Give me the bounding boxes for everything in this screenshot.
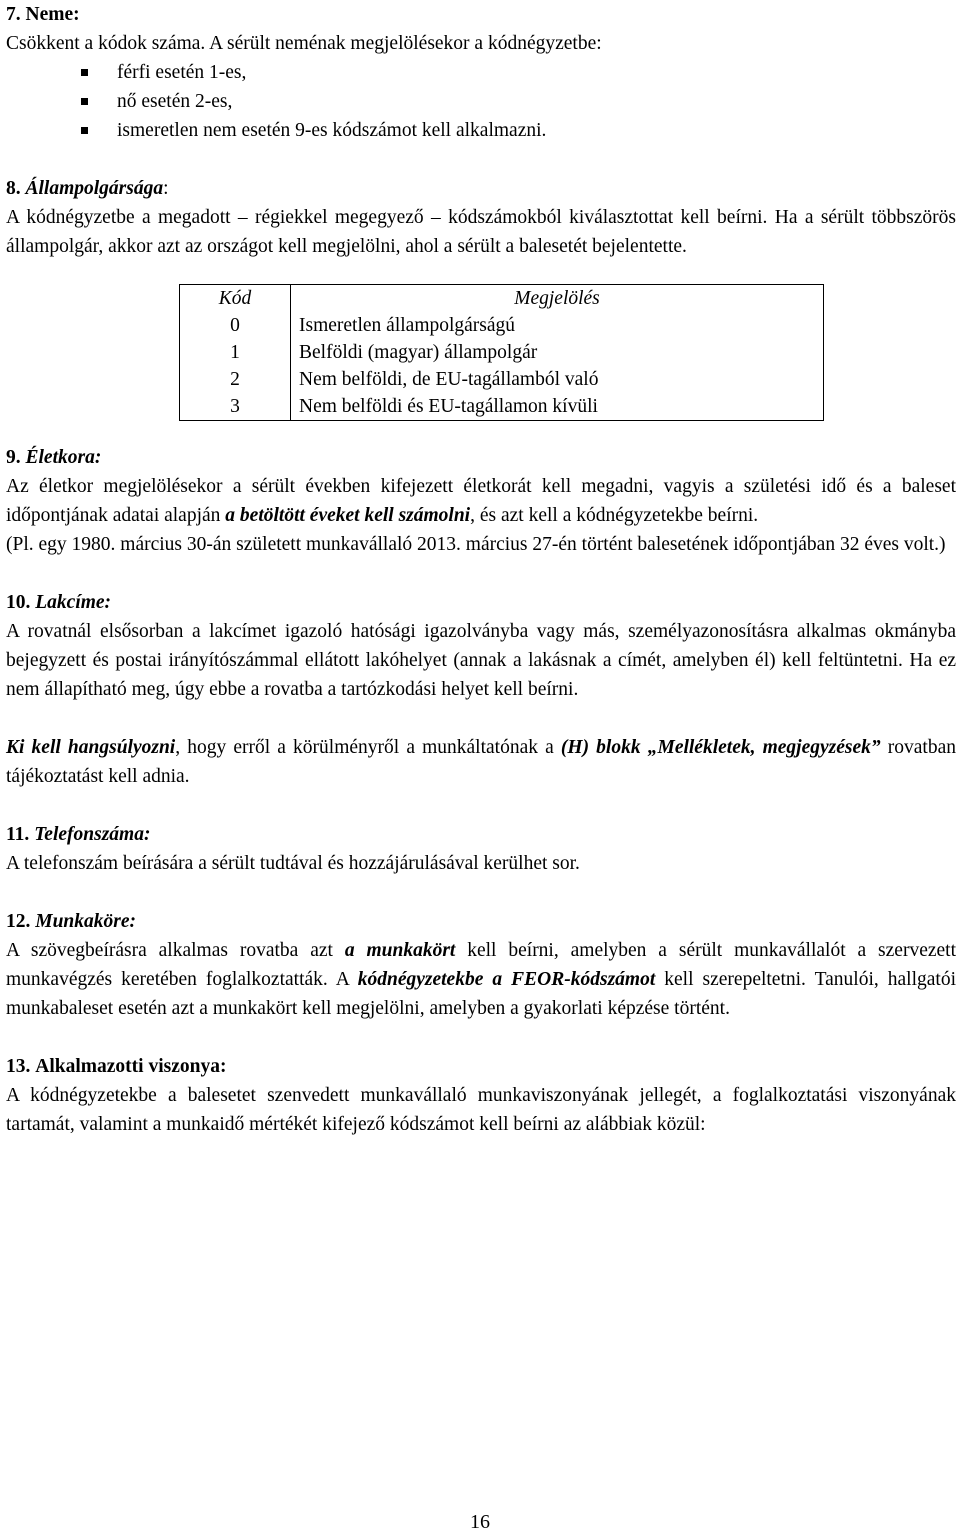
section-8-paragraph: A kódnégyzetbe a megadott – régiekkel megegyező – kódszámokból kiválasztottat kell beírni. Ha a sérült többszörös állampolgár, akkor azt az országot kell megjelölni, ahol a sérült a balesetét bejelentette. bbox=[6, 207, 956, 257]
square-bullet-icon bbox=[81, 69, 88, 76]
page-number: 16 bbox=[470, 1511, 490, 1533]
section-7-intro: Csökkent a kódok száma. A sérült neménak megjelölésekor a kódnégyzetbe: bbox=[6, 33, 602, 54]
section-10-paragraph: A rovatnál elsősorban a lakcímet igazoló hatósági igazolványba vagy más, személyazonosításra alkalmas okmányba bejegyzett és postai irányítószámmal ellátott lakóhelyet (annak a lakásnak a címét, amelyben él) kell feltüntetni. Ha ez nem állapítható meg, úgy ebbe a rovatba a tartózkodási helyet kell beírni. bbox=[6, 621, 956, 700]
list-item: ismeretlen nem esetén 9-es kódszámot kell alkalmazni. bbox=[6, 116, 956, 145]
list-item: férfi esetén 1-es, bbox=[6, 58, 956, 87]
square-bullet-icon bbox=[81, 127, 88, 134]
square-bullet-icon bbox=[81, 98, 88, 105]
section-10-heading: 10. Lakcíme: bbox=[6, 592, 112, 613]
list-item: nő esetén 2-es, bbox=[6, 87, 956, 116]
section-13-paragraph: A kódnégyzetekbe a balesetet szenvedett munkavállaló munkaviszonyának jellegét, a foglalkoztatási viszonyának tartamát, valamint a munkaidő mértékét kifejező kódszámot kell beírni az alábbiak közül: bbox=[6, 1085, 956, 1135]
section-9-example: (Pl. egy 1980. március 30-án született munkavállaló 2013. március 27-én történt balesetének időpontjában 32 éves volt.) bbox=[6, 534, 946, 555]
column-header-description: Megjelölés bbox=[514, 288, 600, 309]
table-row: 0 Ismeretlen állampolgárságú bbox=[180, 312, 824, 339]
section-9-paragraph: Az életkor megjelölésekor a sérült években kifejezett életkorát kell megadni, vagyis a születési idő és a baleset időpontjának adatai alapján a betöltött éveket kell számolni, és azt kell a kódnégyzetekbe beírni. bbox=[6, 476, 956, 526]
section-11-paragraph: A telefonszám beírására a sérült tudtával és hozzájárulásával kerülhet sor. bbox=[6, 853, 580, 874]
citizenship-code-table bbox=[179, 284, 824, 421]
section-8-heading: 8. Állampolgársága: bbox=[6, 178, 169, 199]
table-row: 3 Nem belföldi és EU-tagállamon kívüli bbox=[180, 393, 824, 421]
section-12-paragraph: A szövegbeírásra alkalmas rovatba azt a munkakört kell beírni, amelyben a sérült munkavállalót a szervezett munkavégzés keretében foglalkoztatták. A kódnégyzetekbe a FEOR-kódszámot kell szerepeltetni. Tanulói, hallgatói munkabaleset esetén azt a munkakört kell megjelölni, amelyben a gyakorlati képzése történt. bbox=[6, 940, 956, 1019]
document-page bbox=[6, 0, 956, 1139]
table-row: 1 Belföldi (magyar) állampolgár bbox=[180, 339, 824, 366]
section-13-heading: 13. Alkalmazotti viszonya: bbox=[6, 1056, 227, 1077]
section-10-note: Ki kell hangsúlyozni, hogy erről a körülményről a munkáltatónak a (H) blokk „Mellékletek, megjegyzések” rovatban tájékoztatást kell adnia. bbox=[6, 737, 957, 787]
table-header-row bbox=[180, 285, 824, 313]
section-7-heading: 7. Neme: bbox=[6, 4, 80, 25]
section-12-heading: 12. Munkaköre: bbox=[6, 911, 137, 932]
table-row: 2 Nem belföldi, de EU-tagállamból való bbox=[180, 366, 824, 393]
column-header-code: Kód bbox=[180, 285, 291, 313]
section-11-heading: 11. Telefonszáma: bbox=[6, 824, 151, 845]
section-7-list bbox=[6, 58, 956, 145]
section-9-heading: 9. Életkora: bbox=[6, 447, 102, 468]
